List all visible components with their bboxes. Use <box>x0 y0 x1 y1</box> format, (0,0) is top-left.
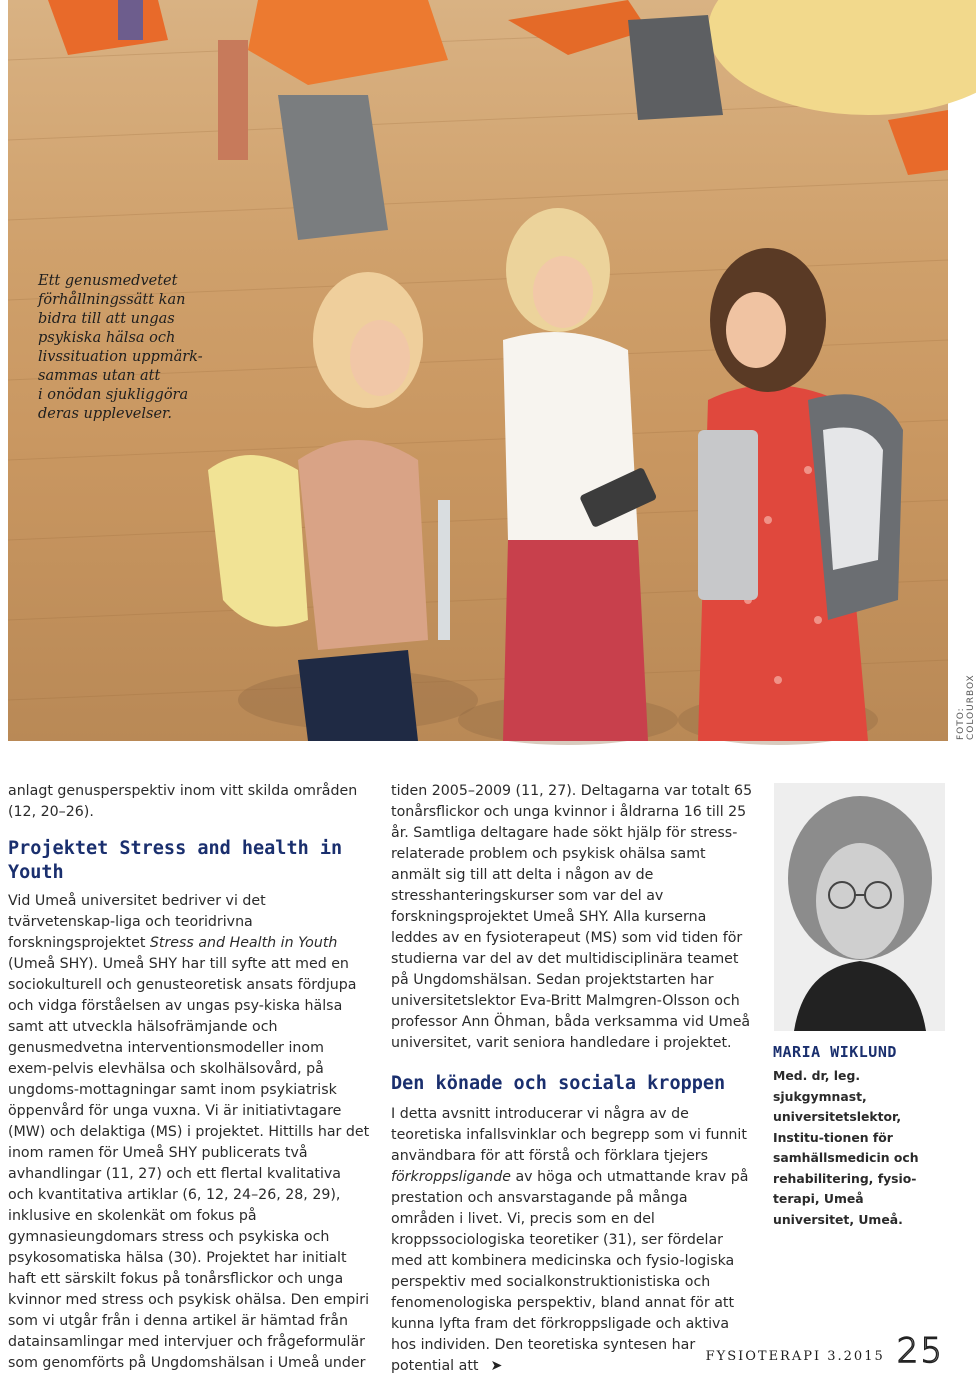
text-column-2 <box>391 781 753 1377</box>
journal-issue: FYSIOTERAPI 3.2015 <box>705 1349 885 1364</box>
hero-photo <box>8 0 948 741</box>
photo-caption: Ett genusmedvetet förhållningssätt kan bidra till att ungas psykiska hälsa och livssituation uppmärk- sammas utan att i onödan sjukliggöra deras upplevelser. <box>38 273 203 422</box>
author-bio: Med. dr, leg. sjukgymnast, universitetslektor, Institu-tionen för samhällsmedicin och rehabilitering, fysio-terapi, Umeå universitet, Umeå. <box>773 1068 919 1227</box>
body-paragraph <box>8 891 370 1374</box>
body-text: (Umeå SHY). Umeå SHY har till syfte att med en sociokulturell och genusteoretisk ansats fördjupa och vidga förståelsen av ungas psy-kiska hälsa samt att utveckla hälsofrämjande och genusmedvetna interventionsmodeller inom exem-pelvis elevhälsa och skolhälsovård, på ungdoms-mottagningar samt inom psykiatrisk öppenvård för unga vuxna. Vi är initiativtagare (MW) och delaktiga (MS) i projektet. Hittills har det inom ramen för Umeå SHY publicerats två avhandlingar (11, 27) och ett flertal kvalitativa och kvantitativa artiklar (6, 12, 24–26, 28, 29), inklusive en skolenkät om fokus på gymnasieungdomars stress och psykiska och psykosomatiska hälsa (30). Projektet har initialt haft ett särskilt fokus på tonårsflickor och unga kvinnor med stress och psykisk ohälsa. Den empiri som vi utgår från i denna artikel är hämtad från datainsamlingar med intervjuer och frågeformulär som genomförts på Ungdomshälsan i Umeå under <box>8 956 370 1371</box>
page-footer <box>705 1331 944 1371</box>
portrait-illustration <box>774 783 945 1031</box>
body-text: I detta avsnitt introducerar vi några av de teoretiska infallsvinklar och begrepp som vi funnit användbara för att förstå och förklara tjejers <box>391 1106 747 1164</box>
section-heading-body: Den könade och sociala kroppen <box>391 1073 726 1094</box>
body-text: av höga och utmattande krav på prestation och ansvarstagande på många områden i livet. Vi, precis som en del kroppssociologiska teoretiker (31), ser fördelar med att kombinera medicinska och fysio-logiska perspektiv med socialkonstruktionistiska och fenomenologiska perspektiv, bland annat för att kunna lyfta fram det förkroppsligade och aktiva hos individen. Den teoretiska syntesen har potential att <box>391 1169 749 1374</box>
body-emphasis: Stress and Health in Youth <box>149 935 338 951</box>
body-emphasis: förkroppsligande <box>391 1169 511 1185</box>
author-name: MARIA WIKLUND <box>773 1043 897 1061</box>
intro-paragraph: anlagt genusperspektiv inom vitt skilda områden (12, 20–26). <box>8 783 358 820</box>
author-portrait <box>774 783 945 1031</box>
body-paragraph: tiden 2005–2009 (11, 27). Deltagarna var totalt 65 tonårsflickor och unga kvinnor i åldrarna 16 till 25 år. Samtliga deltagare hade sökt hjälp för stress-relaterade problem och psykisk ohälsa samt anmält sig till att delta i någon av de stresshanteringskurser som var del av forskningsprojektet Umeå SHY. Alla kurserna leddes av en fysioterapeut (MS) som vid tiden för studierna var del av det multidisciplinära teamet på Ungdomshälsan. Sedan projektstarten har universitetslektor Eva-Britt Malmgren-Olsson och professor Ann Öhman, båda verksamma vid Umeå universitet, varit seniora handledare i projektet. <box>391 783 753 1051</box>
body-text: Vid Umeå universitet bedriver vi det tvärvetenskap-liga och teoridrivna forskningsprojektet <box>8 893 266 951</box>
body-paragraph <box>391 1104 753 1377</box>
photo-credit: FOTO: COLOURBOX <box>956 674 976 740</box>
continue-arrow-icon: ➤ <box>490 1358 503 1374</box>
text-column-1 <box>8 781 370 1374</box>
section-heading-shy: Projektet Stress and health in Youth <box>8 838 343 883</box>
page-number: 25 <box>896 1331 944 1371</box>
